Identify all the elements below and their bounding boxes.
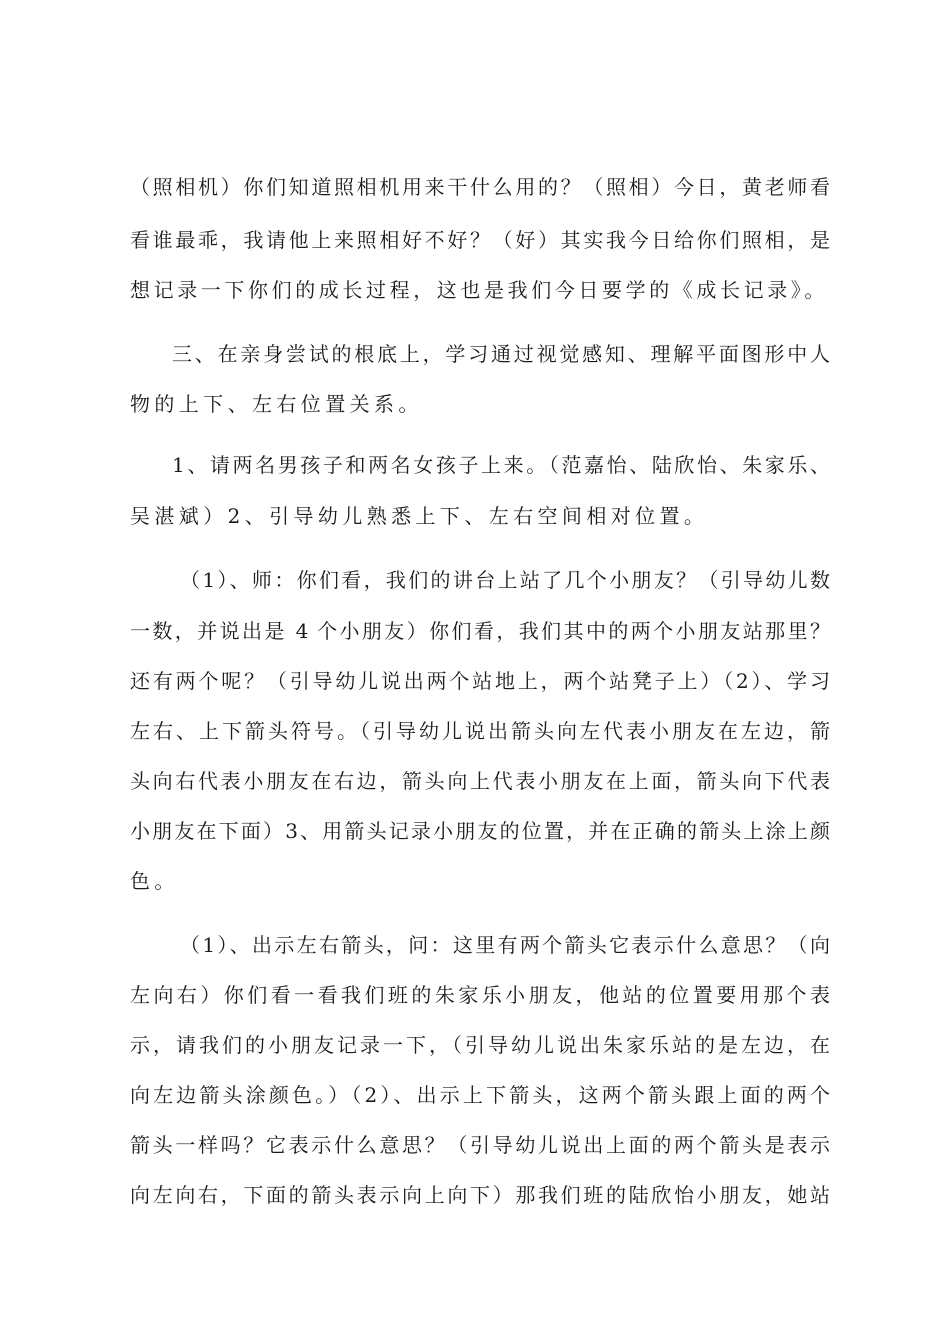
paragraph-line: 头向右代表小朋友在右边，箭头向上代表小朋友在上面，箭头向下代表 bbox=[130, 769, 830, 793]
paragraph-line: 想记录一下你们的成长过程，这也是我们今日要学的《成长记录》。 bbox=[130, 278, 828, 302]
paragraph-line: 小朋友在下面）3、用箭头记录小朋友的位置，并在正确的箭头上涂上颜 bbox=[130, 819, 830, 843]
paragraph-line: 三、在亲身尝试的根底上，学习通过视觉感知、理解平面图形中人 bbox=[172, 342, 830, 366]
paragraph-line: 向左边箭头涂颜色。）（2）、出示上下箭头，这两个箭头跟上面的两个 bbox=[130, 1083, 830, 1107]
paragraph-line: 向左向右，下面的箭头表示向上向下）那我们班的陆欣怡小朋友，她站 bbox=[130, 1183, 830, 1207]
paragraph-line: （1）、师：你们看，我们的讲台上站了几个小朋友？（引导幼儿数 bbox=[180, 568, 830, 592]
paragraph-line: 一数，并说出是 4 个小朋友）你们看，我们其中的两个小朋友站那里？ bbox=[130, 619, 830, 643]
paragraph-line: （1）、出示左右箭头，问：这里有两个箭头它表示什么意思？（向 bbox=[180, 933, 830, 957]
paragraph-line: 1、请两名男孩子和两名女孩子上来。（范嘉怡、陆欣怡、朱家乐、 bbox=[172, 453, 830, 477]
paragraph-line: 看谁最乖，我请他上来照相好不好？（好）其实我今日给你们照相，是 bbox=[130, 228, 830, 252]
paragraph-line: 还有两个呢？（引导幼儿说出两个站地上，两个站凳子上）（2）、学习 bbox=[130, 669, 830, 693]
paragraph-line: 物的上下、左右位置关系。 bbox=[130, 392, 423, 416]
paragraph-line: 示，请我们的小朋友记录一下，（引导幼儿说出朱家乐站的是左边，在 bbox=[130, 1033, 830, 1057]
paragraph-line: 左右、上下箭头符号。（引导幼儿说出箭头向左代表小朋友在左边，箭 bbox=[130, 719, 830, 743]
paragraph-line: 吴湛斌）2、引导幼儿熟悉上下、左右空间相对位置。 bbox=[130, 504, 709, 528]
paragraph-line: （照相机）你们知道照相机用来干什么用的？（照相）今日，黄老师看 bbox=[130, 175, 830, 199]
paragraph-line: 箭头一样吗？它表示什么意思？（引导幼儿说出上面的两个箭头是表示 bbox=[130, 1133, 830, 1157]
paragraph-line: 左向右）你们看一看我们班的朱家乐小朋友，他站的位置要用那个表 bbox=[130, 983, 830, 1007]
paragraph-line: 色。 bbox=[130, 869, 179, 893]
